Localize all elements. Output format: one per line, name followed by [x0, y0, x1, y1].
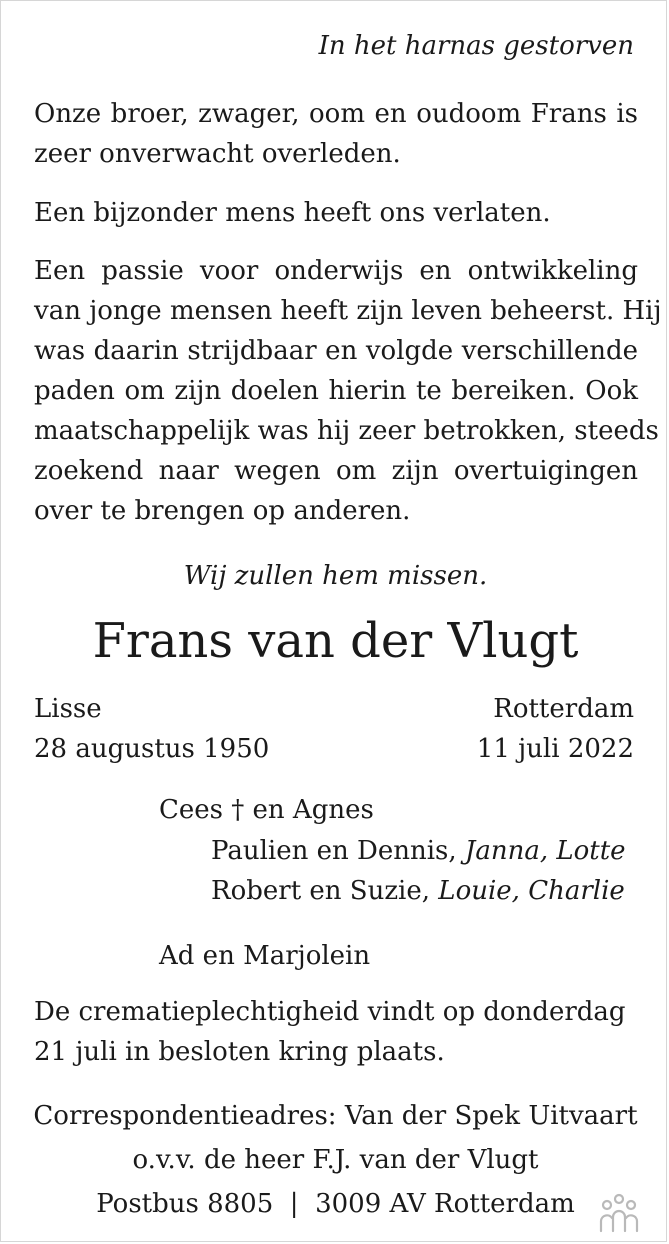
paragraph-announcement	[34, 94, 638, 174]
paragraph-line: van jonge mensen heeft zijn leven beheerst. Hij	[34, 296, 662, 326]
paragraph-line: Onze broer, zwager, oom en oudoom Frans is	[34, 99, 638, 129]
paragraph-special-person	[34, 193, 638, 233]
family-child-names: Paulien en Dennis,	[211, 836, 457, 866]
family-child-names: Robert en Suzie,	[211, 876, 431, 906]
death-place: Rotterdam	[493, 694, 634, 724]
closing-line: Wij zullen hem missen.	[183, 561, 488, 591]
correspondence-postbus: Postbus 8805 | 3009 AV Rotterdam	[96, 1189, 575, 1219]
correspondence-address: Correspondentieadres: Van der Spek Uitvaart	[33, 1101, 638, 1131]
paragraph-line: maatschappelijk was hij zeer betrokken, steeds	[34, 416, 659, 446]
motto: In het harnas gestorven	[318, 31, 634, 61]
paragraph-line: zoekend naar wegen om zijn overtuigingen	[34, 456, 638, 486]
paragraph-passion	[34, 251, 662, 531]
ceremony-line: 21 juli in besloten kring plaats.	[34, 1037, 445, 1067]
paragraph-line: paden om zijn doelen hierin te bereiken. Ook	[34, 376, 638, 406]
paragraph-line: was daarin strijdbaar en volgde verschillende	[34, 336, 638, 366]
paragraph-line: Een bijzonder mens heeft ons verlaten.	[34, 198, 551, 228]
correspondence-attention: o.v.v. de heer F.J. van der Vlugt	[132, 1145, 539, 1175]
family-grandchildren: Louie, Charlie	[438, 876, 625, 906]
family-couple-ad-marjolein: Ad en Marjolein	[159, 941, 371, 971]
paragraph-line: over te brengen op anderen.	[34, 496, 411, 526]
family-grandchildren: Janna, Lotte	[464, 836, 626, 866]
family-couple-cees-agnes: Cees † en Agnes	[159, 795, 374, 825]
paragraph-line: Een passie voor onderwijs en ontwikkeling	[34, 256, 638, 286]
people-group-icon	[596, 1193, 642, 1233]
death-date: 11 juli 2022	[476, 734, 634, 764]
paragraph-line: zeer onverwacht overleden.	[34, 139, 401, 169]
ceremony-line: De crematieplechtigheid vindt op donderdag	[34, 997, 626, 1027]
family-child-robert	[211, 876, 625, 906]
birth-date: 28 augustus 1950	[34, 734, 270, 764]
deceased-name: Frans van der Vlugt	[92, 613, 579, 669]
family-child-paulien	[211, 836, 626, 866]
birth-place: Lisse	[34, 694, 102, 724]
